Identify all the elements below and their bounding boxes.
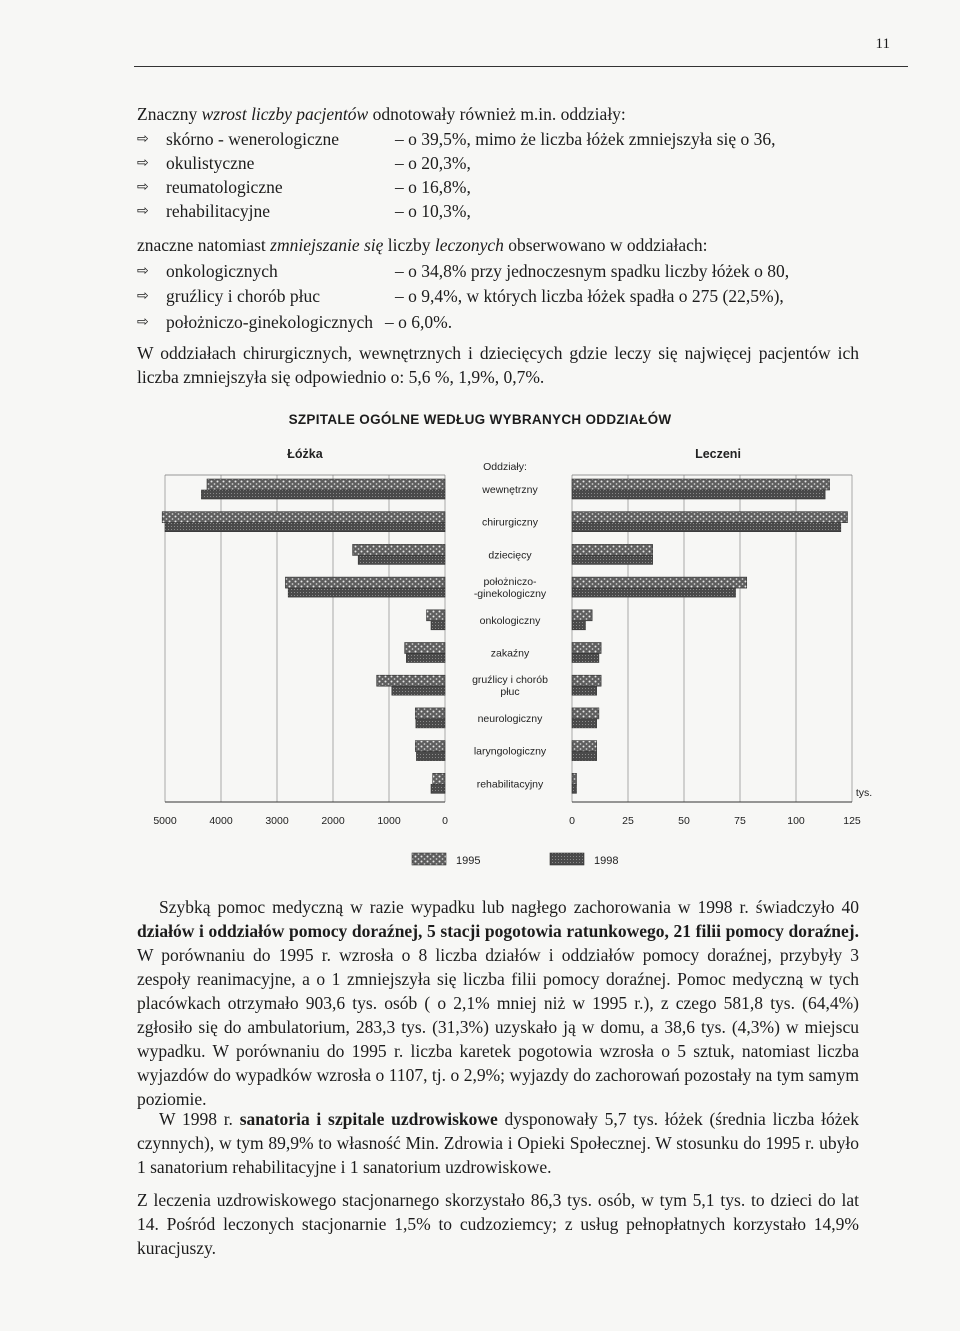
bar-patients-1995: [572, 773, 576, 784]
x-tick-label: 125: [843, 815, 861, 827]
bar-beds-1995: [162, 512, 445, 523]
ward-change: – o 20,3%,: [395, 153, 471, 173]
x-tick-label: 75: [734, 815, 746, 827]
emergency-text-1: Szybką pomoc medyczną w razie wypadku lub nagłego zachorowania w 1998 r. świadczyło 40: [159, 897, 859, 917]
arrow-right-icon: ⇨: [137, 156, 149, 171]
ward-change: – o 9,4%, w których liczba łóżek spadła o 275 (22,5%),: [395, 286, 784, 306]
paragraph-sanatoria: [137, 1107, 859, 1179]
bar-patients-1998: [572, 686, 597, 695]
x-tick-label: 0: [442, 815, 448, 827]
bar-patients-1998: [572, 752, 597, 761]
sanatoria-text-1: W 1998 r.: [159, 1109, 240, 1129]
bar-patients-1998: [572, 523, 841, 532]
bar-beds-1998: [406, 654, 445, 663]
page-number: 11: [875, 36, 890, 52]
decrease-intro-e: obserwowano w oddziałach:: [503, 235, 708, 255]
arrow-right-icon: ⇨: [137, 132, 149, 147]
ward-name: skórno - wenerologiczne: [166, 129, 339, 149]
bar-beds-1998: [358, 555, 445, 564]
sanatoria-text-2: dysponowały 5,7 tys. łóżek (średnia liczba łóżek czynnych), w tym 89,9% to własność Min. Zdrowia i Opieki Społecznej. W stosunku do 1995 r. ubyło 1 sanatorium rehabilitacyjne i 1 sanatorium uzdrowiskowe.: [137, 1109, 859, 1177]
bar-patients-1995: [572, 708, 599, 719]
left-panel-label: Łóżka: [287, 447, 323, 461]
bar-patients-1995: [572, 512, 848, 523]
x-tick-label: 0: [569, 815, 575, 827]
ward-change: – o 10,3%,: [395, 201, 471, 221]
unit-label: tys.: [855, 787, 873, 799]
bar-beds-1998: [392, 686, 445, 695]
bar-beds-1998: [416, 719, 445, 728]
bar-beds-1998: [201, 490, 445, 499]
bar-patients-1995: [572, 610, 592, 621]
category-label: chirurgiczny: [481, 516, 539, 529]
chart-title: SZPITALE OGÓLNE WEDŁUG WYBRANYCH ODDZIAŁÓW: [288, 412, 672, 427]
bar-patients-1998: [572, 588, 736, 597]
ward-change: – o 6,0%.: [385, 312, 453, 332]
bar-beds-1998: [416, 752, 445, 761]
bar-patients-1998: [572, 654, 599, 663]
category-label: rehabilitacyjny: [476, 778, 544, 791]
x-tick-label: 50: [678, 815, 690, 827]
bar-patients-1995: [572, 643, 601, 654]
x-tick-label: 4000: [209, 815, 233, 827]
bar-patients-1998: [572, 784, 576, 793]
sanatoria-bold: sanatoria i szpitale uzdrowiskowe: [239, 1109, 498, 1129]
category-label: płuc: [500, 686, 520, 699]
ward-name: gruźlicy i chorób płuc: [166, 286, 321, 306]
x-tick-label: 25: [622, 815, 634, 827]
bar-patients-1998: [572, 719, 597, 728]
bar-beds-1995: [427, 610, 445, 621]
bar-patients-1995: [572, 479, 830, 490]
ward-change: – o 34,8% przy jednoczesnym spadku liczby łóżek o 80,: [395, 261, 790, 281]
category-label: -ginekologiczny: [473, 588, 547, 601]
bar-beds-1998: [431, 784, 445, 793]
ward-name: położniczo-ginekologicznych: [166, 312, 374, 332]
legend-swatch-1998: [550, 853, 584, 865]
bar-patients-1995: [572, 741, 597, 752]
arrow-right-icon: ⇨: [137, 264, 149, 279]
category-label: dziecięcy: [488, 549, 532, 562]
bar-beds-1998: [288, 588, 445, 597]
x-tick-label: 5000: [153, 815, 177, 827]
decrease-intro-c: liczby: [383, 235, 435, 255]
bar-beds-1995: [377, 675, 445, 686]
category-label: neurologiczny: [477, 712, 543, 725]
bar-beds-1995: [353, 544, 445, 555]
bar-patients-1995: [572, 577, 747, 588]
intro-prefix: Znaczny: [137, 104, 202, 124]
paragraph-surgical: W oddziałach chirurgicznych, wewnętrznych i dziecięcych gdzie leczy się najwięcej pacjentów ich liczba zmniejszyła się odpowiednio o: 5,6 %, 1,9%, 0,7%.: [137, 343, 859, 387]
categories-header: Oddziały:: [483, 461, 527, 473]
category-label: zakaźny: [490, 647, 530, 660]
ward-name: okulistyczne: [166, 153, 255, 173]
emergency-text-2: W porównaniu do 1995 r. wzrosła o 8 liczba działów i oddziałów pomocy doraźnej, przybyły 3 zespoły reanimacyjne, a o 1 zmniejszyła się liczba filii pomocy doraźnej. Pomoc medyczną w tych placówkach otrzymało 903,6 tys. osób ( o 2,1% mniej niż w 1995 r.), z czego 581,8 tys. (64,4%) zgłosiło się do ambulatorium, 283,3 tys. (31,3%) uzyskało ją w domu, a 38,6 tys. (4,3%) w miejscu wypadku. W porównaniu do 1995 r. liczba karetek pogotowia wzrosła o 5 sztuk, natomiast liczba wyjazdów do wypadków wzrosła o 1107, tj. o 2,9%; wyjazdy do zachorowań pozostały na tym samym poziomie.: [137, 945, 859, 1109]
intro-italic: wzrost liczby pacjentów: [201, 104, 369, 124]
ward-change: – o 39,5%, mimo że liczba łóżek zmniejszyła się o 36,: [395, 129, 776, 149]
bar-patients-1998: [572, 490, 825, 499]
bar-chart: [0, 430, 960, 875]
emergency-bold: działów i oddziałów pomocy doraźnej, 5 stacji pogotowia ratunkowego, 21 filii pomocy doraźnej.: [137, 921, 859, 941]
ward-change: – o 16,8%,: [395, 177, 471, 197]
decrease-intro-a: znaczne natomiast: [137, 235, 271, 255]
bar-patients-1998: [572, 555, 653, 564]
bar-beds-1995: [415, 708, 445, 719]
paragraph-emergency: [137, 895, 859, 1111]
intro-suffix: odnotowały również m.in. oddziały:: [368, 104, 626, 124]
bar-beds-1995: [207, 479, 445, 490]
category-label: gruźlicy i chorób: [472, 674, 548, 687]
bar-beds-1995: [285, 577, 445, 588]
ward-name: rehabilitacyjne: [166, 201, 270, 221]
category-label: laryngologiczny: [473, 745, 547, 758]
x-tick-label: 2000: [321, 815, 345, 827]
header-rule: [134, 66, 908, 67]
legend-swatch-1995: [412, 853, 446, 865]
category-label: onkologiczny: [479, 614, 541, 627]
arrow-right-icon: ⇨: [137, 289, 149, 304]
bar-beds-1995: [433, 773, 445, 784]
arrow-right-icon: ⇨: [137, 180, 149, 195]
bar-beds-1998: [431, 621, 445, 630]
bar-patients-1998: [572, 621, 585, 630]
bar-patients-1995: [572, 675, 601, 686]
decrease-intro-b: zmniejszanie się: [270, 235, 384, 255]
x-tick-label: 100: [787, 815, 805, 827]
legend-label-1998: 1998: [594, 855, 619, 867]
ward-name: onkologicznych: [166, 261, 278, 281]
bar-beds-1995: [405, 643, 445, 654]
decrease-intro-d: leczonych: [434, 235, 504, 255]
decrease-intro: [137, 233, 708, 257]
category-label: położniczo-: [483, 576, 537, 589]
bar-beds-1995: [415, 741, 445, 752]
bar-patients-1995: [572, 544, 653, 555]
bar-beds-1998: [165, 523, 445, 532]
ward-name: reumatologiczne: [166, 177, 283, 197]
right-panel-label: Leczeni: [695, 447, 741, 461]
x-tick-label: 3000: [265, 815, 289, 827]
arrow-right-icon: ⇨: [137, 315, 149, 330]
paragraph-spa: Z leczenia uzdrowiskowego stacjonarnego skorzystało 86,3 tys. osób, w tym 5,1 tys. to dzieci do lat 14. Pośród leczonych stacjonarnie 1,5% to cudzoziemcy; z usług pełnopłatnych korzystało 14,9% kuracjuszy.: [137, 1190, 859, 1258]
intro-line: [137, 102, 626, 126]
category-label: wewnętrzny: [482, 484, 538, 496]
arrow-right-icon: ⇨: [137, 204, 149, 219]
x-tick-label: 1000: [377, 815, 401, 827]
legend-label-1995: 1995: [456, 855, 481, 867]
